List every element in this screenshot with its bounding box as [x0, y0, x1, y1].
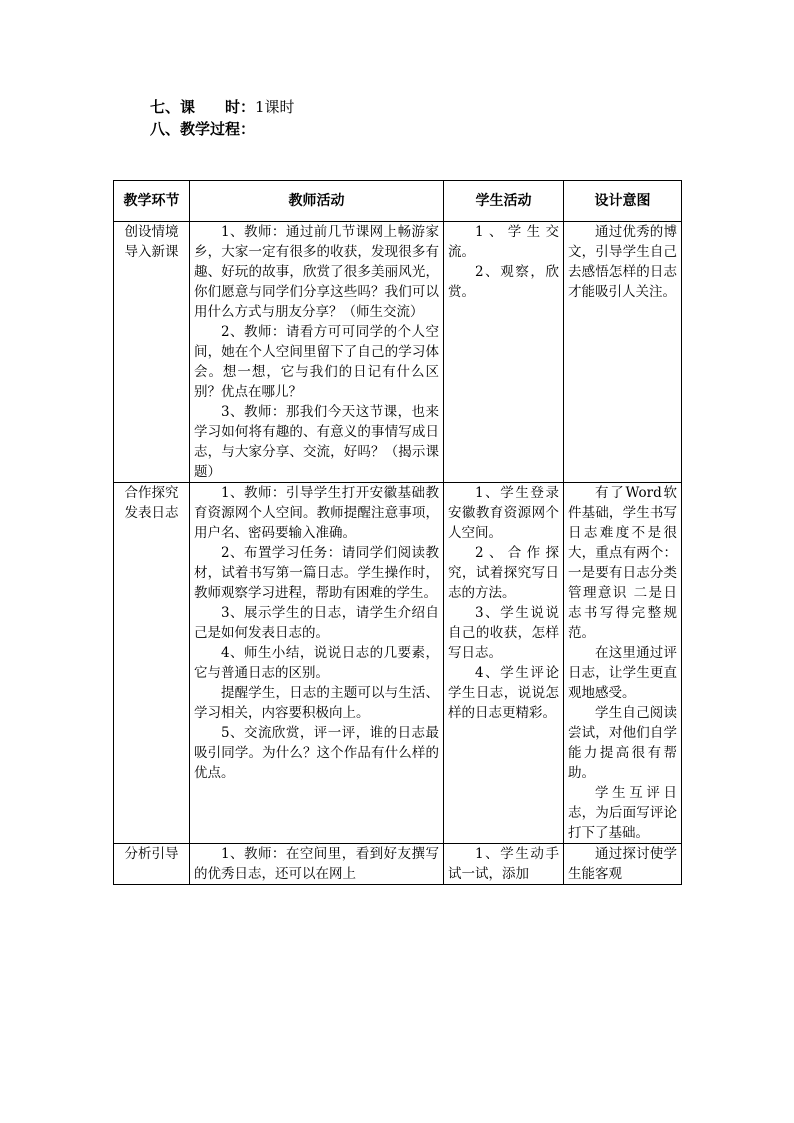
- teacher-step: 1、教师：在空间里，看到好友撰写的优秀日志，还可以在网上: [194, 846, 439, 882]
- class-hours-heading: [150, 97, 295, 117]
- design-intent-cell: [564, 222, 682, 483]
- intent-paragraph: 通过优秀的博文，引导学生自己去感悟怎样的日志才能吸引人关注。: [568, 224, 677, 300]
- table-header-row: [114, 181, 682, 222]
- student-step: 4、学生评论学生日志，说说怎样的日志更精彩。: [448, 665, 559, 721]
- teacher-activity-cell: [190, 844, 444, 885]
- intent-paragraph: 在这里通过评日志，让学生更直观地感受。: [568, 645, 677, 701]
- teacher-step: 3、展示学生的日志，请学生介绍自己是如何发表日志的。: [194, 605, 439, 641]
- stage-cell: 分析引导: [114, 844, 190, 885]
- intent-paragraph: 学生自己阅读尝试，对他们自学能力提高很有帮助。: [568, 705, 677, 781]
- intent-paragraph: 通过探讨使学生能客观: [568, 846, 677, 882]
- header-stage: 教学环节: [114, 181, 190, 222]
- lesson-plan-table: [113, 180, 682, 885]
- teacher-step: 3、教师：那我们今天这节课，也来学习如何将有趣的、有意义的事情写成日志，与大家分享、交流，好吗？（揭示课题）: [194, 404, 439, 480]
- class-hours-label: 七、课 时：: [150, 98, 256, 116]
- teacher-activity-cell: [190, 222, 444, 483]
- header-student-activity: 学生活动: [444, 181, 564, 222]
- teacher-step: 4、师生小结，说说日志的几要素，它与普通日志的区别。: [194, 645, 439, 681]
- table-row: [114, 844, 682, 885]
- student-step: 1、学生登录安徽教育资源网个人空间。: [448, 485, 559, 541]
- teacher-step: 2、教师：请看方可可同学的个人空间，她在个人空间里留下了自己的学习体会。想一想，它与我们的日记有什么区别？优点在哪儿？: [194, 324, 439, 400]
- class-hours-value: 1课时: [255, 98, 295, 116]
- teacher-step: 5、交流欣赏，评一评，谁的日志最吸引同学。为什么？这个作品有什么样的优点。: [194, 725, 439, 781]
- teaching-process-heading: 八、教学过程：: [150, 120, 256, 138]
- student-step: 1、学生动手试一试，添加: [448, 846, 559, 882]
- header-design-intent: 设计意图: [564, 181, 682, 222]
- student-step: 2、合作探究，试着探究写日志的方法。: [448, 545, 559, 601]
- teacher-step: 2、布置学习任务：请同学们阅读教材，试着书写第一篇日志。学生操作时，教师观察学习进程，帮助有困难的学生。: [194, 545, 439, 601]
- stage-cell: 创设情境导入新课: [114, 222, 190, 483]
- student-activity-cell: [444, 483, 564, 844]
- design-intent-cell: [564, 844, 682, 885]
- student-step: 3、学生说说自己的收获，怎样写日志。: [448, 605, 559, 661]
- design-intent-cell: [564, 483, 682, 844]
- table-row: [114, 222, 682, 483]
- teacher-activity-cell: [190, 483, 444, 844]
- teacher-step: 提醒学生，日志的主题可以与生活、学习相关，内容要积极向上。: [194, 685, 439, 721]
- student-activity-cell: [444, 222, 564, 483]
- teacher-step: 1、教师：引导学生打开安徽基础教育资源网个人空间。教师提醒注意事项，用户名、密码要输入准确。: [194, 485, 439, 541]
- intent-paragraph: 有了Word软件基础，学生书写日志难度不是很大，重点有两个：一是要有日志分类管理意识 二是日志书写得完整规范。: [568, 485, 677, 641]
- stage-cell: 合作探究发表日志: [114, 483, 190, 844]
- intent-paragraph: 学生互评日志，为后面写评论打下了基础。: [568, 785, 677, 841]
- student-step: 1、学生交流。: [448, 224, 559, 260]
- teacher-step: 1、教师：通过前几节课网上畅游家乡，大家一定有很多的收获，发现很多有趣、好玩的故事，欣赏了很多美丽风光，你们愿意与同学们分享这些吗？我们可以用什么方式与朋友分享？（师生交流）: [194, 224, 439, 320]
- student-activity-cell: [444, 844, 564, 885]
- table-row: [114, 483, 682, 844]
- header-teacher-activity: 教师活动: [190, 181, 444, 222]
- student-step: 2、观察，欣赏。: [448, 264, 559, 300]
